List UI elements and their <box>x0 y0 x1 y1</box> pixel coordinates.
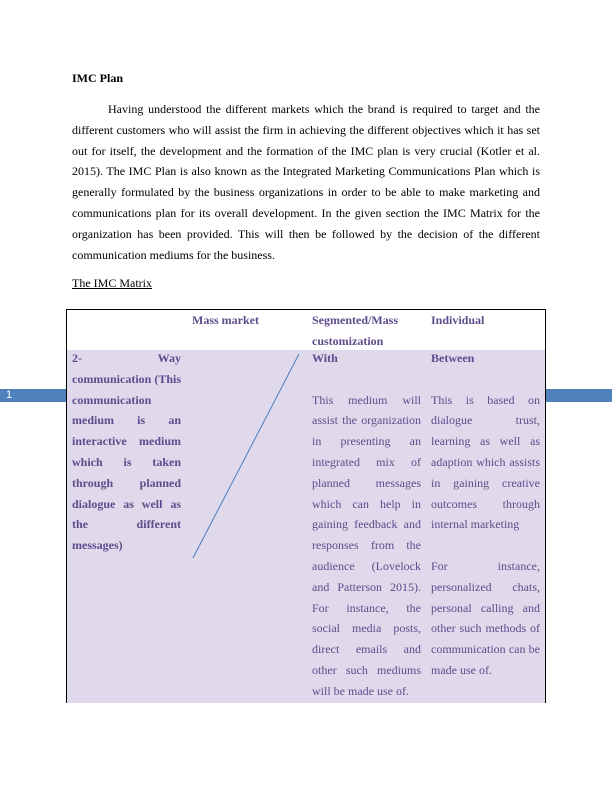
individual-text-1: This is based on dialogue trust, learning as well as adaption which assists in gaining creative outcomes through internal marketing <box>431 392 540 532</box>
page-number: 1 <box>6 389 13 401</box>
segmented-text: This medium will assist the organization in presenting an integrated mix of planned messages which can help in gaining feedback and responses from the audience (Lovelock and Patterson 2015). For instance, the social media posts, direct emails and other such mediums will be made use of. <box>312 392 421 698</box>
matrix-body-row <box>66 350 546 703</box>
individual-title: Between <box>431 351 475 365</box>
individual-text-2: For instance, personalized chats, personal calling and other such methods of communication can be made use of. <box>431 559 540 677</box>
section-heading: IMC Plan <box>72 71 123 85</box>
col-header-individual: Individual <box>431 313 485 327</box>
col-header-segmented: Segmented/Mass customization <box>312 313 398 348</box>
col-header-mass-market: Mass market <box>192 313 259 327</box>
matrix-header-row <box>66 309 546 351</box>
imc-matrix-table <box>66 309 546 703</box>
segmented-title: With <box>312 351 338 365</box>
matrix-subheading: The IMC Matrix <box>72 276 152 290</box>
row-label: 2- Way communication (This communication medium is an interactive medium which is taken through planned dialogue as well as the different messages) <box>72 351 182 553</box>
intro-paragraph: Having understood the different markets which the brand is required to target and the different customers who will assist the firm in achieving the different objectives which it has set out for itself, the development and the formation of the IMC plan is very crucial (Kotler et al. 2015). The IMC Plan is also known as the Integrated Marketing Communications Plan which is generally formulated by the business organizations in order to be able to make marketing and communications plan for its overall development. In the given section the IMC Matrix for the organization has been provided. This will then be followed by the decision of the different communication mediums for the business. <box>72 102 540 262</box>
